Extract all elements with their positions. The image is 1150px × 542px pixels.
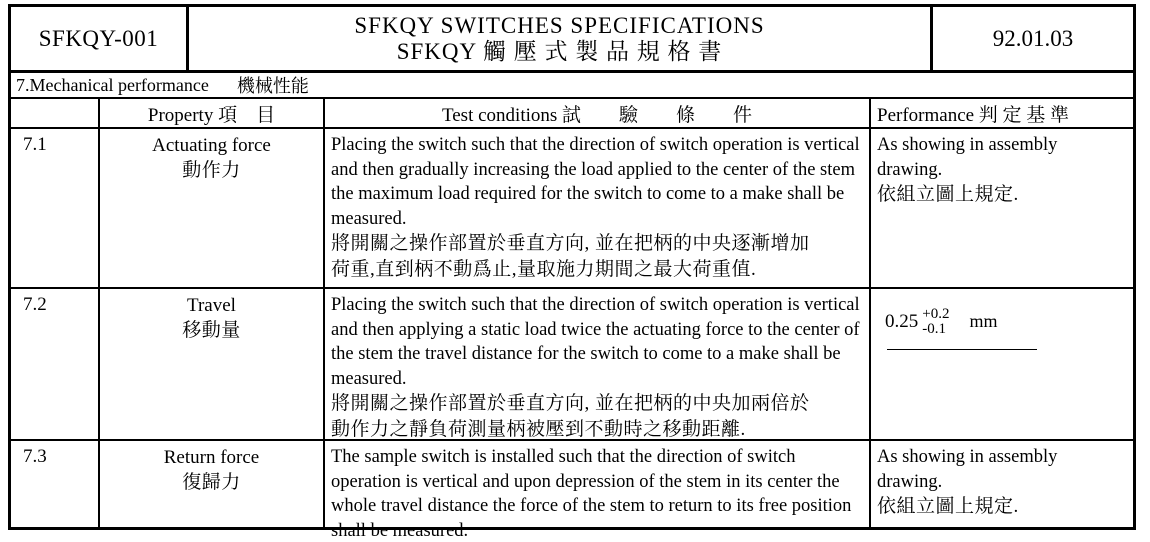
table-row bbox=[11, 441, 1133, 541]
row-test-conditions bbox=[325, 441, 871, 541]
section-heading bbox=[11, 73, 1133, 99]
performance-chinese: 依組立圖上規定. bbox=[877, 184, 1019, 206]
table-row bbox=[11, 129, 1133, 289]
performance-chinese: 依組立圖上規定. bbox=[877, 496, 1019, 518]
section-label-chinese: 機械性能 bbox=[236, 76, 309, 96]
property-english: Travel bbox=[187, 295, 236, 316]
spec-sheet bbox=[8, 4, 1136, 541]
row-property bbox=[100, 441, 325, 527]
column-header-test-conditions: Test conditions 試 驗 條 件 bbox=[325, 99, 871, 127]
test-chinese-line2: 動作力之靜負荷測量柄被壓到不動時之移動距離. bbox=[331, 418, 746, 440]
travel-unit: mm bbox=[969, 311, 998, 332]
issue-date: 92.01.03 bbox=[992, 25, 1074, 51]
sheet-title bbox=[189, 7, 933, 70]
row-property bbox=[100, 129, 325, 287]
test-english: Placing the switch such that the direction of switch operation is vertical and then gradually increasing the load applied to the center of the stem the maximum load required for the switch to come to a make shall be measured. bbox=[331, 135, 860, 229]
test-chinese-line1: 將開關之操作部置於垂直方向, 並在把柄的中央逐漸增加 bbox=[331, 233, 810, 255]
part-code: SFKQY-001 bbox=[11, 7, 189, 70]
table-row bbox=[11, 289, 1133, 441]
row-property bbox=[100, 289, 325, 439]
test-english: Placing the switch such that the direction of switch operation is vertical and then applying a static load twice the actuating force to the center of the stem the travel distance for the switch to come to a make shall be measured. bbox=[331, 295, 860, 389]
test-chinese-line1: 將開關之操作部置於垂直方向, 並在把柄的中央加兩倍於 bbox=[331, 393, 810, 415]
test-english: The sample switch is installed such that the direction of switch operation is vertical and upon depression of the stem in its center the whole travel distance the force of the stem to return to its free position shall be measured. bbox=[331, 447, 852, 541]
performance-english-line1: As showing in assembly bbox=[877, 135, 1058, 155]
performance-english-line2: drawing. bbox=[877, 471, 943, 492]
tolerance-plus: +0.2 bbox=[922, 306, 950, 322]
row-performance bbox=[871, 289, 1133, 439]
travel-value: 0.25 bbox=[885, 311, 919, 333]
underline-rule bbox=[887, 349, 1037, 350]
test-chinese-line2: 荷重,直到柄不動爲止,量取施力期間之最大荷重值. bbox=[331, 258, 757, 280]
row-performance bbox=[871, 129, 1133, 287]
row-performance bbox=[871, 441, 1133, 527]
row-number: 7.2 bbox=[11, 289, 100, 439]
column-header-performance: Performance 判 定 基 準 bbox=[877, 104, 1070, 126]
travel-tolerance-stack bbox=[922, 307, 949, 337]
property-chinese: 動作力 bbox=[182, 159, 241, 181]
row-number: 7.3 bbox=[11, 441, 100, 527]
tolerance-minus: -0.1 bbox=[922, 321, 946, 337]
title-chinese: SFKQY 觸 壓 式 製 品 規 格 書 bbox=[396, 38, 723, 64]
sheet-header bbox=[11, 7, 1133, 73]
property-english: Actuating force bbox=[152, 135, 271, 156]
section-label: 7.Mechanical performance bbox=[16, 74, 209, 95]
row-number: 7.1 bbox=[11, 129, 100, 287]
column-header-property: Property 項 目 bbox=[100, 99, 325, 127]
table-column-header bbox=[11, 99, 1133, 129]
property-chinese: 復歸力 bbox=[182, 471, 241, 493]
row-test-conditions bbox=[325, 289, 871, 439]
performance-english-line1: As showing in assembly bbox=[877, 447, 1058, 467]
row-test-conditions bbox=[325, 129, 871, 287]
performance-english-line2: drawing. bbox=[877, 159, 943, 180]
travel-tolerance bbox=[877, 293, 1129, 337]
property-english: Return force bbox=[163, 447, 260, 468]
title-english: SFKQY SWITCHES SPECIFICATIONS bbox=[354, 12, 765, 38]
column-header-no bbox=[11, 99, 100, 127]
property-chinese: 移動量 bbox=[182, 319, 241, 341]
